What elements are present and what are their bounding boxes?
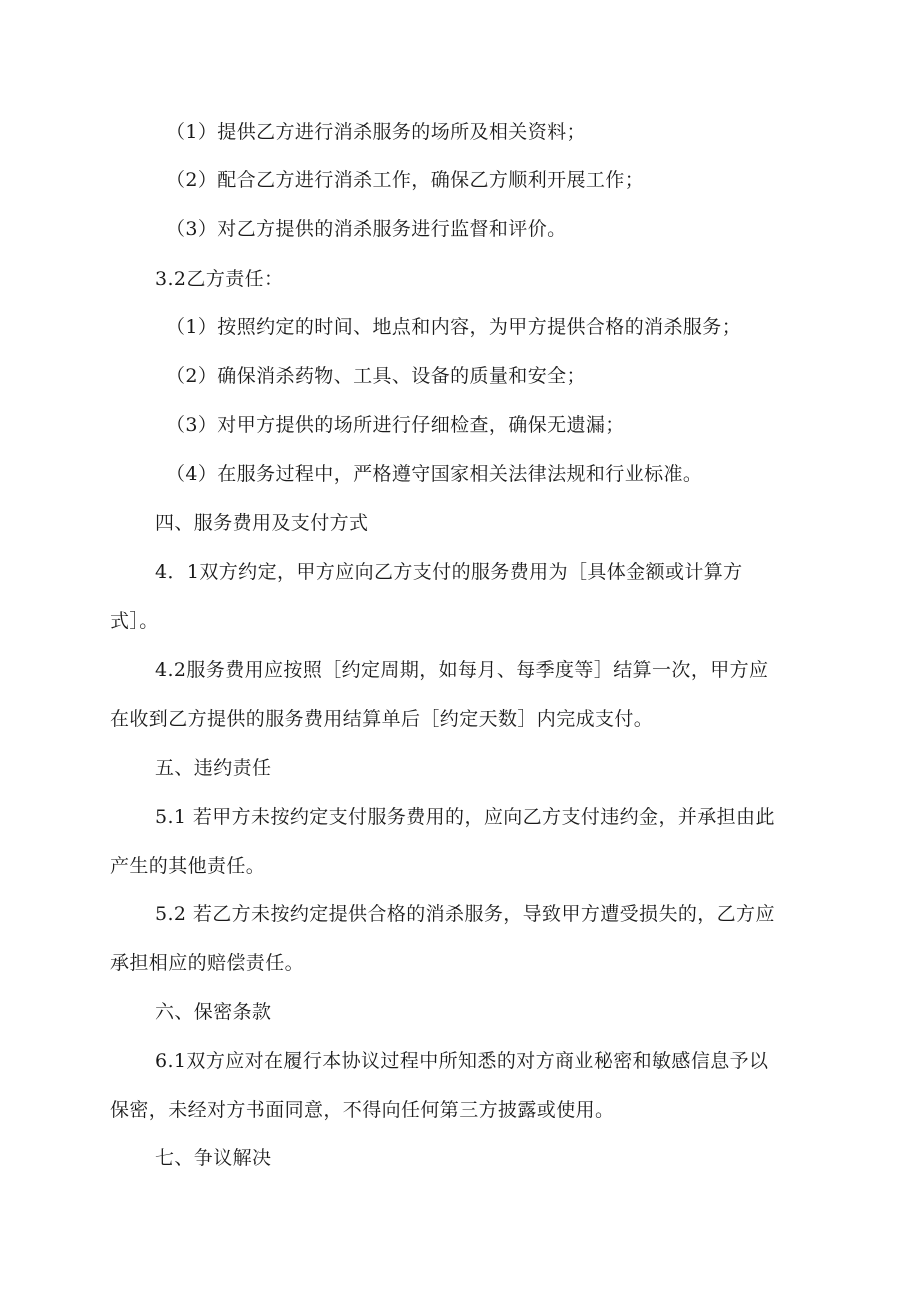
text-line: 5.2 若乙方未按约定提供合格的消杀服务，导致甲方遭受损失的，乙方应	[155, 903, 775, 925]
text-line: 式］。	[110, 610, 159, 632]
text-line: 在收到乙方提供的服务费用结算单后［约定天数］内完成支付。	[110, 708, 654, 730]
text-line: （2）确保消杀药物、工具、设备的质量和安全；	[166, 365, 586, 387]
text-line: 产生的其他责任。	[110, 855, 266, 877]
section-heading: 四、服务费用及支付方式	[155, 512, 369, 534]
text-line: （3）对乙方提供的消杀服务进行监督和评价。	[166, 218, 567, 240]
text-line: （2）配合乙方进行消杀工作，确保乙方顺利开展工作；	[166, 169, 645, 191]
text-line: 保密，未经对方书面同意，不得向任何第三方披露或使用。	[110, 1099, 615, 1121]
text-line: 4．1双方约定，甲方应向乙方支付的服务费用为［具体金额或计算方	[155, 561, 743, 583]
section-heading: 3.2乙方责任：	[155, 268, 284, 290]
text-line: 4.2服务费用应按照［约定周期，如每月、每季度等］结算一次，甲方应	[155, 659, 769, 681]
text-line: （1）提供乙方进行消杀服务的场所及相关资料；	[166, 121, 586, 143]
text-line: （4）在服务过程中，严格遵守国家相关法律法规和行业标准。	[166, 463, 703, 485]
text-line: 承担相应的赔偿责任。	[110, 952, 305, 974]
text-line: （1）按照约定的时间、地点和内容，为甲方提供合格的消杀服务；	[166, 316, 742, 338]
text-line: 5.1 若甲方未按约定支付服务费用的，应向乙方支付违约金，并承担由此	[155, 806, 775, 828]
section-heading: 五、违约责任	[155, 757, 272, 779]
text-line: 6.1双方应对在履行本协议过程中所知悉的对方商业秘密和敏感信息予以	[155, 1050, 769, 1072]
section-heading: 七、争议解决	[155, 1147, 272, 1169]
section-heading: 六、保密条款	[155, 1001, 272, 1023]
text-line: （3）对甲方提供的场所进行仔细检查，确保无遗漏；	[166, 414, 625, 436]
